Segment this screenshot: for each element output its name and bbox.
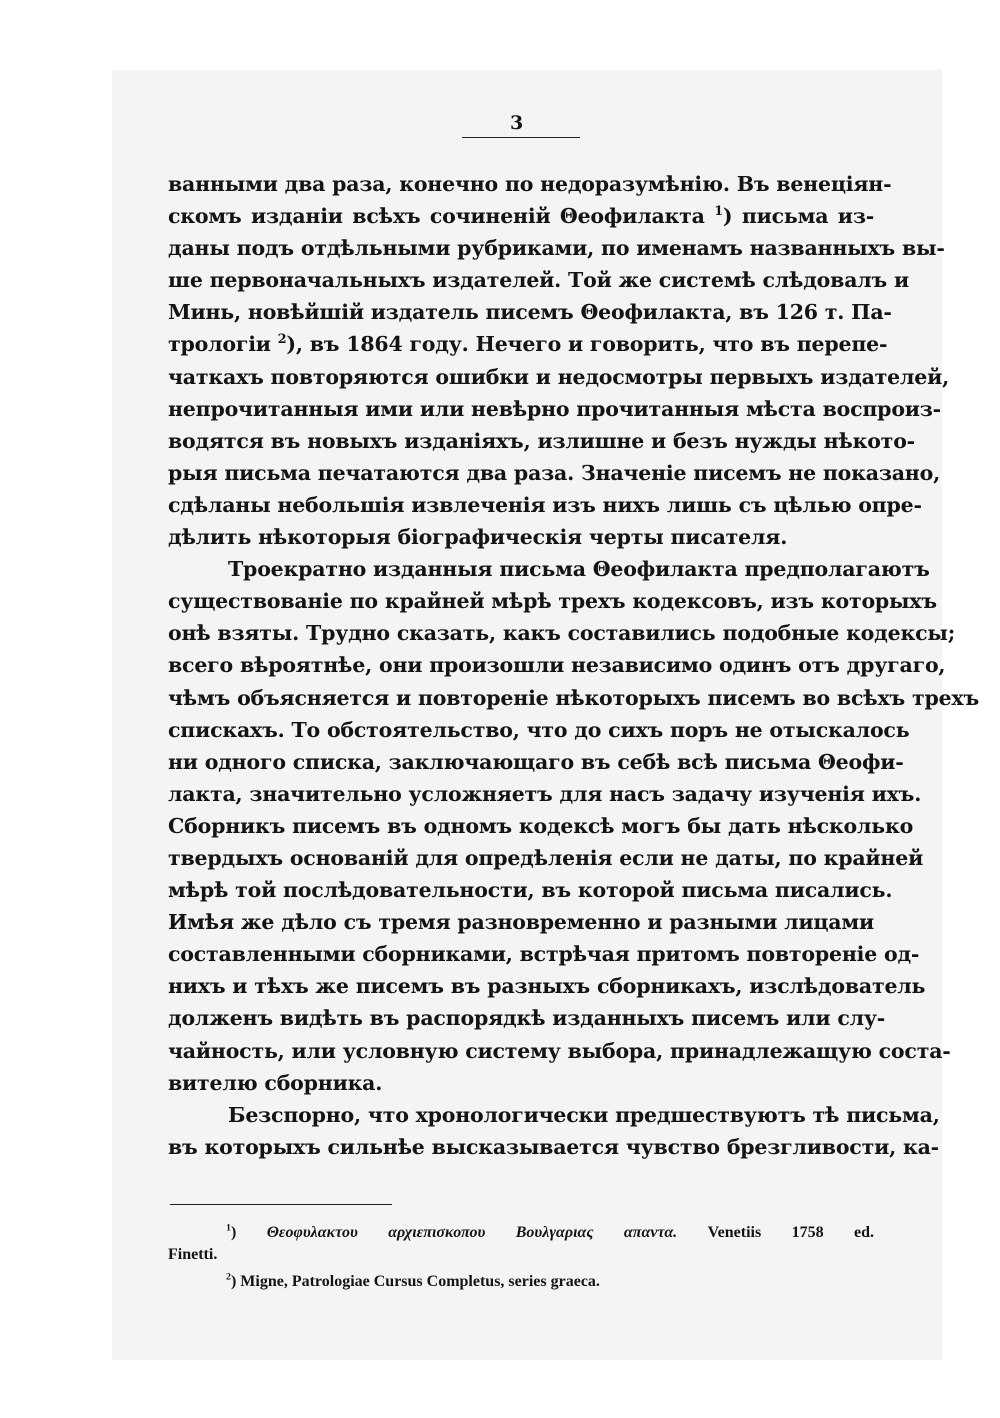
text-line: непрочитанныя ими или невѣрно прочитанныя мѣста воспроиз- — [168, 396, 941, 421]
text-line: онѣ взяты. Трудно сказать, какъ составились подобные кодексы; — [168, 621, 956, 646]
text-line: скомъ изданіи всѣхъ сочиненій Θеофилакта $^1$) письма из- — [168, 203, 875, 229]
text-line: чаткахъ повторяются ошибки и недосмотры первыхъ издателей, — [168, 364, 950, 389]
text-line: рыя письма печатаются два раза. Значеніе писемъ не показано, — [168, 460, 941, 485]
footnotes — [168, 1222, 874, 1293]
footnote-marker: 1 — [226, 1222, 231, 1234]
text-line: Имѣя же дѣло съ тремя разновременно и разными лицами — [168, 910, 874, 935]
text-line: ванными два раза, конечно по недоразумѣнію. Въ венеціян- — [168, 172, 892, 196]
footnote-rule — [170, 1204, 392, 1205]
text-line: трологіи $^2$), въ 1864 году. Нечего и говорить, что въ перепе- — [168, 331, 888, 357]
text-line: Сборникъ писемъ въ одномъ кодексѣ могъ бы дать нѣсколько — [168, 813, 914, 838]
footnote-2: $^2$) Migne, Patrologiae Cursus Completus, series graeca. — [226, 1271, 600, 1290]
footnote-1-continuation: Finetti. — [168, 1246, 218, 1263]
text-line: чайность, или условную систему выбора, принадлежащую соста- — [168, 1038, 951, 1063]
text-line: чѣмъ объясняется и повтореніе нѣкоторыхъ писемъ во всѣхъ трехъ — [168, 685, 979, 710]
paragraph-start: Троекратно изданныя письма Θеофилакта предполагаютъ — [228, 557, 930, 582]
page-number: 3 — [510, 112, 524, 134]
text-line: нихъ и тѣхъ же писемъ въ разныхъ сборникахъ, изслѣдователь — [168, 974, 926, 999]
body-text — [168, 168, 979, 1163]
text-line: твердыхъ основаній для опредѣленія если не даты, по крайней — [168, 845, 924, 870]
text-line: спискахъ. То обстоятельство, что до сихъ поръ не отыскалось — [168, 717, 910, 742]
text-line: Минь, новѣйшій издатель писемъ Θеофилакта, въ 126 т. Па- — [168, 300, 892, 325]
footnote-ref: 2 — [277, 331, 287, 347]
text-line: мѣрѣ той послѣдовательности, въ которой письма писались. — [168, 878, 893, 903]
footnote-marker: 2 — [226, 1271, 231, 1283]
text-line: въ которыхъ сильнѣе высказывается чувство брезгливости, ка- — [168, 1134, 939, 1159]
text-line: всего вѣроятнѣе, они произошли независимо одинъ отъ другаго, — [168, 653, 946, 678]
header-rule — [462, 137, 580, 138]
paragraph-start: Безспорно, что хронологически предшествуютъ тѣ письма, — [228, 1102, 940, 1127]
text-line: долженъ видѣть въ распорядкѣ изданныхъ писемъ или слу- — [168, 1006, 886, 1031]
text-line: лакта, значительно усложняетъ для насъ задачу изученія ихъ. — [168, 781, 922, 806]
text-line: водятся въ новыхъ изданіяхъ, излишне и безъ нужды нѣкото- — [168, 428, 915, 453]
text-line: ни одного списка, заключающаго въ себѣ всѣ письма Θеофи- — [168, 749, 904, 774]
footnote-ref: 1 — [714, 203, 723, 219]
text-line: составленными сборниками, встрѣчая притомъ повтореніе од- — [168, 942, 920, 967]
greek-title: Θεοφυλακτου αρχιεπισκοπου Βουλγαριας απαντα. — [266, 1224, 678, 1241]
text-line: ше первоначальныхъ издателей. Той же системѣ слѣдовалъ и — [168, 268, 910, 293]
text-line: вителю сборника. — [168, 1070, 383, 1095]
footnote-1: $^1$) Θεοφυλακτου αρχιεπισκοπου Βουλγαριας απαντα. Venetiis 1758 ed. — [226, 1222, 875, 1241]
text-line: сдѣланы небольшія извлеченія изъ нихъ лишь съ цѣлью опре- — [168, 492, 922, 517]
text-line: существованіе по крайней мѣрѣ трехъ кодексовъ, изъ которыхъ — [168, 589, 937, 614]
text-line: дѣлить нѣкоторыя біографическія черты писателя. — [168, 525, 788, 550]
text-line: даны подъ отдѣльными рубриками, по именамъ названныхъ вы- — [168, 236, 945, 261]
